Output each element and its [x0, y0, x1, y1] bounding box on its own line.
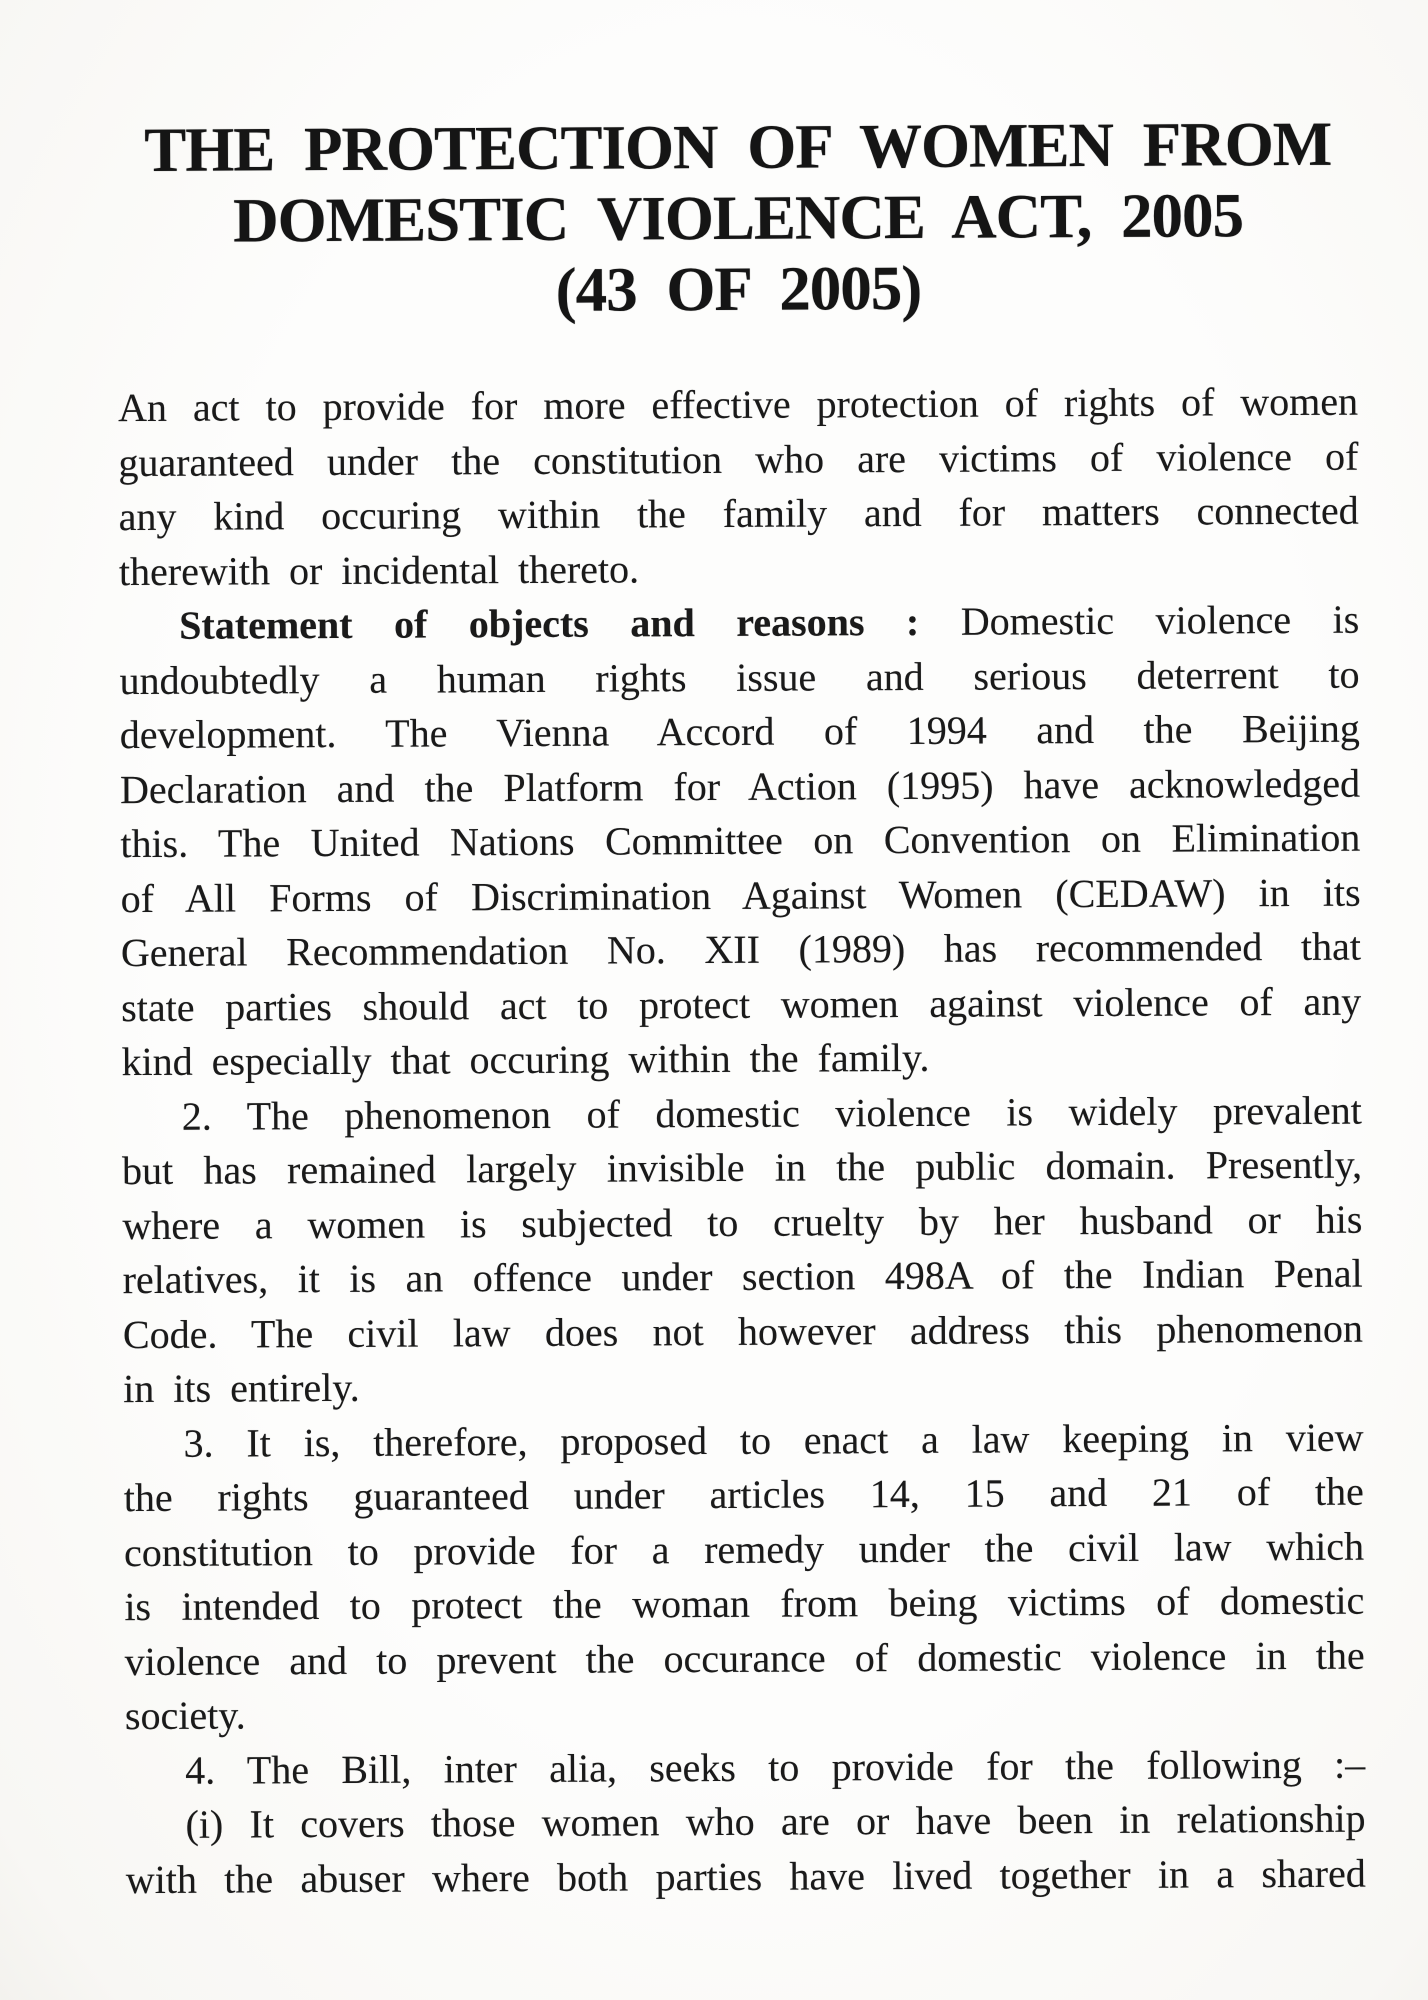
text-line: guaranteed under the constitution who are victims of violence of — [118, 433, 1359, 485]
text-line: of All Forms of Discrimination Against Women (CEDAW) in its — [120, 869, 1361, 921]
text-line: in its entirely. — [123, 1364, 360, 1412]
paragraph-preamble — [118, 375, 1359, 599]
paragraph-2 — [122, 1083, 1364, 1416]
paragraph-4 — [125, 1737, 1365, 1798]
text-line: General Recommendation No. XII (1989) has recommended that — [120, 923, 1362, 976]
text-line: where a women is subjected to cruelty by her husband or his — [122, 1196, 1363, 1248]
statement-heading: Statement of objects and reasons : — [179, 598, 920, 648]
text-line: state parties should act to protect women against violence of any — [121, 978, 1362, 1030]
text-line: Declaration and the Platform for Action (1995) have acknowledged — [119, 760, 1361, 812]
act-title-line-2: DOMESTIC VIOLENCE ACT, 2005 — [233, 180, 1244, 256]
text-line: 4. The Bill, inter alia, seeks to provide for the following :– — [185, 1741, 1366, 1793]
text-line: the rights guaranteed under articles 14, 15 and 21 of the — [123, 1468, 1364, 1521]
text-line — [119, 593, 1359, 654]
act-title — [116, 109, 1361, 329]
act-title-line-3: (43 OF 2005) — [555, 252, 922, 325]
text-line: undoubtedly a human rights issue and serious deterrent to — [119, 651, 1360, 703]
text-line: violence and to prevent the occurance of domestic violence in the — [124, 1632, 1365, 1684]
text-line: constitution to provide for a remedy under the civil law which — [123, 1523, 1365, 1575]
act-title-line-1: THE PROTECTION OF WOMEN FROM — [144, 108, 1332, 185]
statement-lead-text: Domestic violence is — [919, 596, 1360, 644]
act-body-text — [118, 375, 1366, 1907]
text-line: An act to provide for more effective protection of rights of women — [117, 378, 1359, 431]
text-line: (i) It covers those women who are or have been in relationship — [185, 1795, 1366, 1847]
text-line: with the abuser where both parties have lived together in a shared — [125, 1850, 1366, 1902]
text-line: development. The Vienna Accord of 1994 and the Beijing — [119, 705, 1360, 758]
text-line: therewith or incidental thereto. — [118, 545, 640, 594]
text-line: this. The United Nations Committee on Convention on Elimination — [120, 814, 1361, 867]
text-line: Code. The civil law does not however address this phenomenon — [122, 1305, 1364, 1357]
text-line: is intended to protect the woman from being victims of domestic — [124, 1577, 1365, 1630]
text-line: but has remained largely invisible in the public domain. Presently, — [121, 1141, 1363, 1194]
text-line: relatives, it is an offence under section 498A of the Indian Penal — [122, 1250, 1363, 1303]
text-line: any kind occuring within the family and for matters connected — [118, 487, 1359, 540]
paragraph-statement-of-objects — [119, 593, 1362, 1090]
paragraph-3 — [123, 1410, 1365, 1743]
paragraph-clause-i — [125, 1792, 1366, 1907]
text-line: 3. It is, therefore, proposed to enact a law keeping in view — [183, 1414, 1364, 1466]
text-line: kind especially that occuring within the family. — [121, 1034, 930, 1085]
text-line: society. — [124, 1692, 246, 1739]
text-line: 2. The phenomenon of domestic violence is widely prevalent — [181, 1087, 1362, 1139]
